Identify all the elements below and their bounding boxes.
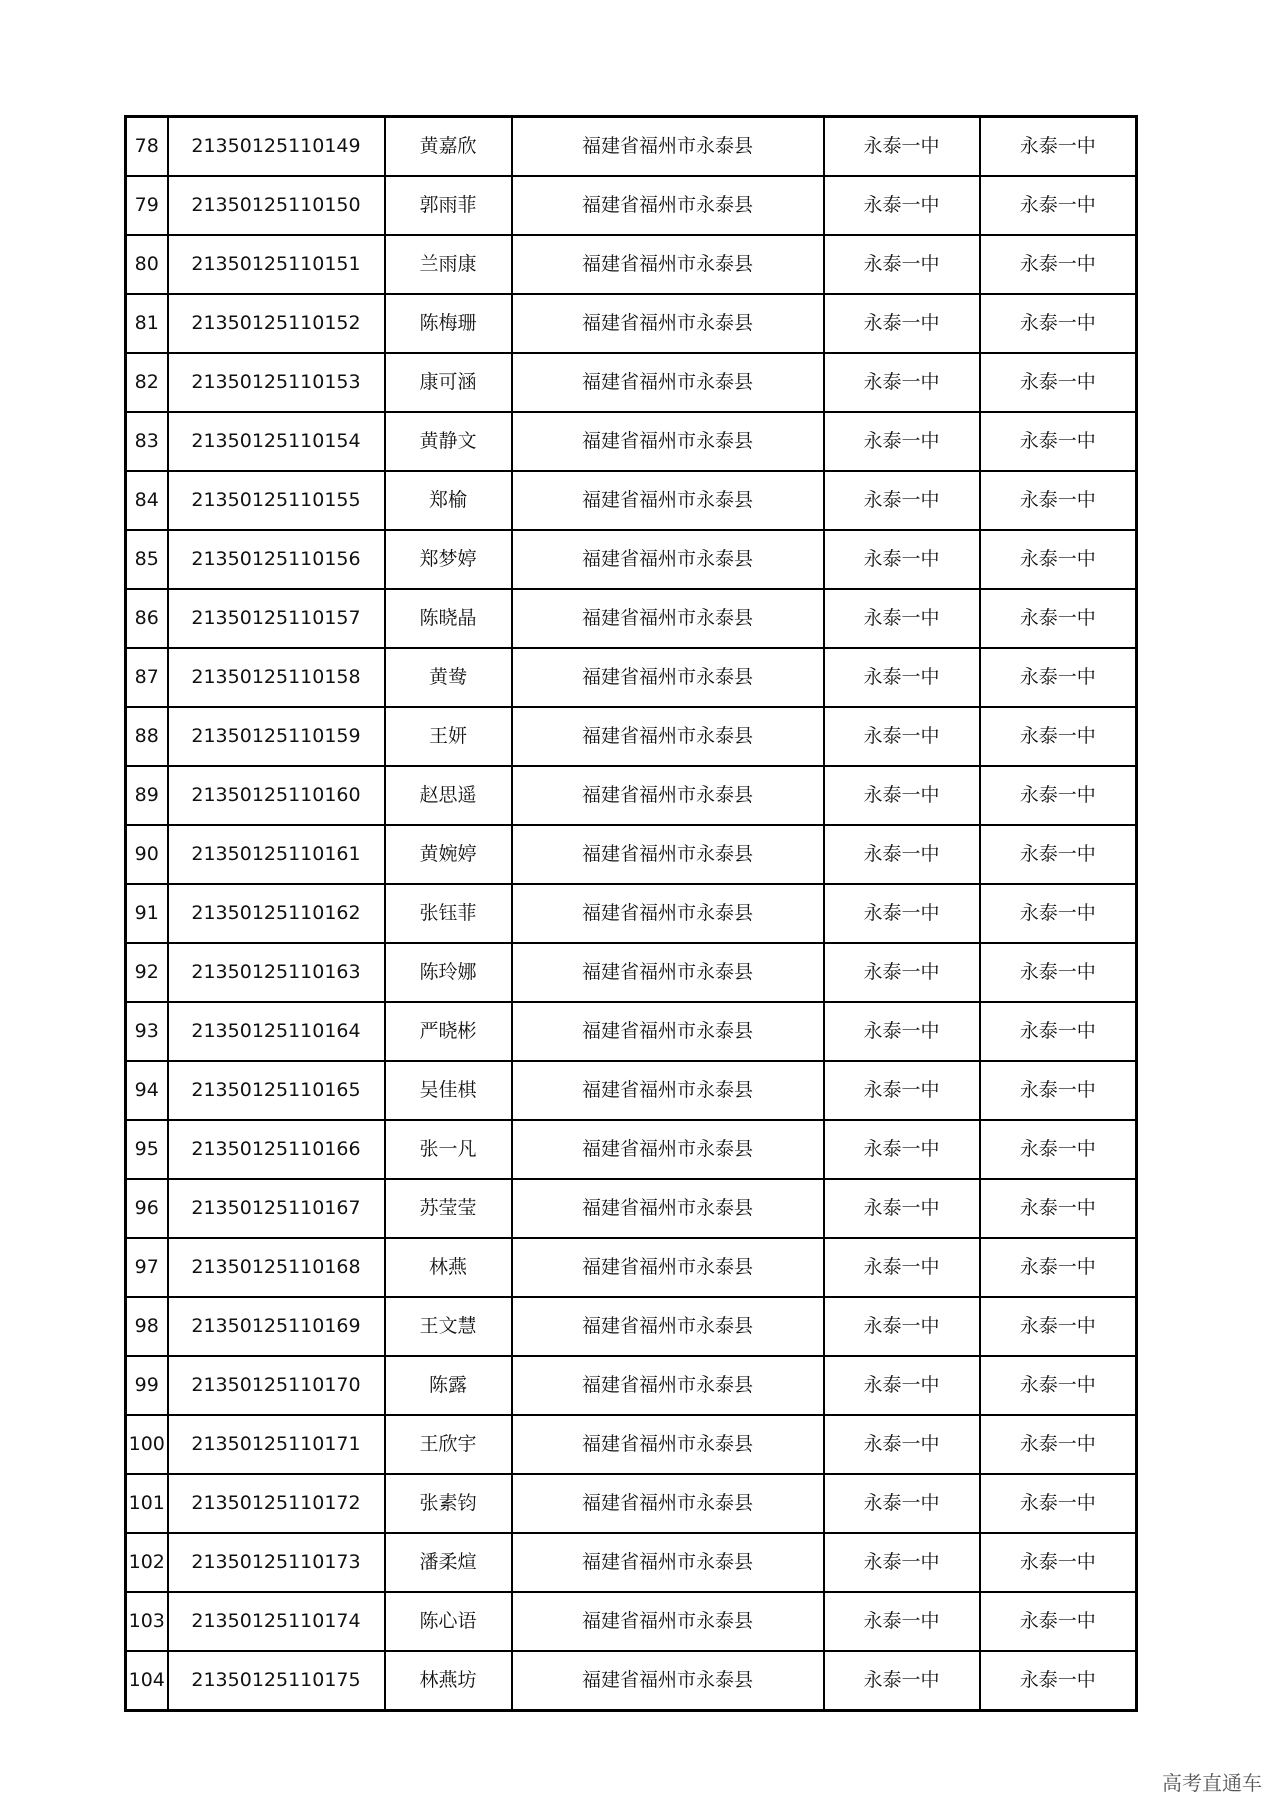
student-name-cell: 王妍 [385,707,512,766]
exam-id-cell: 21350125110159 [168,707,385,766]
watermark-text: 高考直通车 [1162,1771,1262,1795]
row-number-cell: 88 [126,707,168,766]
table-row [126,1238,1137,1297]
exam-id-cell: 21350125110162 [168,884,385,943]
student-name-cell: 王欣宇 [385,1415,512,1474]
exam-id-cell: 21350125110155 [168,471,385,530]
row-number-cell: 85 [126,530,168,589]
table-row [126,1120,1137,1179]
admitting-school-cell: 永泰一中 [980,825,1137,884]
table-row [126,707,1137,766]
table-row [126,1651,1137,1711]
row-number-cell: 94 [126,1061,168,1120]
student-name-cell: 张钰菲 [385,884,512,943]
school-cell: 永泰一中 [824,176,980,235]
exam-id-cell: 21350125110166 [168,1120,385,1179]
table-row [126,1474,1137,1533]
school-cell: 永泰一中 [824,1120,980,1179]
region-cell: 福建省福州市永泰县 [512,471,824,530]
student-name-cell: 黄婉婷 [385,825,512,884]
school-cell: 永泰一中 [824,1592,980,1651]
table-row [126,471,1137,530]
student-name-cell: 张一凡 [385,1120,512,1179]
admitting-school-cell: 永泰一中 [980,589,1137,648]
admitting-school-cell: 永泰一中 [980,412,1137,471]
exam-id-cell: 21350125110157 [168,589,385,648]
row-number-cell: 103 [126,1592,168,1651]
student-name-cell: 兰雨康 [385,235,512,294]
exam-id-cell: 21350125110173 [168,1533,385,1592]
admitting-school-cell: 永泰一中 [980,1474,1137,1533]
student-name-cell: 林燕坊 [385,1651,512,1711]
student-name-cell: 苏莹莹 [385,1179,512,1238]
row-number-cell: 89 [126,766,168,825]
region-cell: 福建省福州市永泰县 [512,1415,824,1474]
school-cell: 永泰一中 [824,1238,980,1297]
school-cell: 永泰一中 [824,235,980,294]
region-cell: 福建省福州市永泰县 [512,1297,824,1356]
school-cell: 永泰一中 [824,884,980,943]
row-number-cell: 82 [126,353,168,412]
school-cell: 永泰一中 [824,707,980,766]
exam-id-cell: 21350125110163 [168,943,385,1002]
row-number-cell: 100 [126,1415,168,1474]
exam-id-cell: 21350125110164 [168,1002,385,1061]
exam-id-cell: 21350125110152 [168,294,385,353]
exam-id-cell: 21350125110168 [168,1238,385,1297]
exam-id-cell: 21350125110160 [168,766,385,825]
school-cell: 永泰一中 [824,648,980,707]
school-cell: 永泰一中 [824,1651,980,1711]
region-cell: 福建省福州市永泰县 [512,943,824,1002]
student-name-cell: 黄鸯 [385,648,512,707]
student-name-cell: 郭雨菲 [385,176,512,235]
school-cell: 永泰一中 [824,1474,980,1533]
admitting-school-cell: 永泰一中 [980,1120,1137,1179]
table-row [126,530,1137,589]
student-name-cell: 康可涵 [385,353,512,412]
table-row [126,1592,1137,1651]
row-number-cell: 87 [126,648,168,707]
table-row [126,589,1137,648]
school-cell: 永泰一中 [824,943,980,1002]
admitting-school-cell: 永泰一中 [980,1297,1137,1356]
region-cell: 福建省福州市永泰县 [512,1651,824,1711]
school-cell: 永泰一中 [824,825,980,884]
admitting-school-cell: 永泰一中 [980,1002,1137,1061]
region-cell: 福建省福州市永泰县 [512,530,824,589]
table-row [126,176,1137,235]
admitting-school-cell: 永泰一中 [980,943,1137,1002]
school-cell: 永泰一中 [824,1297,980,1356]
student-name-cell: 陈晓晶 [385,589,512,648]
admitting-school-cell: 永泰一中 [980,117,1137,177]
row-number-cell: 104 [126,1651,168,1711]
region-cell: 福建省福州市永泰县 [512,1002,824,1061]
exam-id-cell: 21350125110170 [168,1356,385,1415]
row-number-cell: 80 [126,235,168,294]
exam-id-cell: 21350125110175 [168,1651,385,1711]
student-name-cell: 潘柔煊 [385,1533,512,1592]
admitting-school-cell: 永泰一中 [980,1356,1137,1415]
region-cell: 福建省福州市永泰县 [512,1533,824,1592]
school-cell: 永泰一中 [824,412,980,471]
table-row [126,648,1137,707]
region-cell: 福建省福州市永泰县 [512,294,824,353]
school-cell: 永泰一中 [824,353,980,412]
exam-id-cell: 21350125110165 [168,1061,385,1120]
row-number-cell: 99 [126,1356,168,1415]
student-name-cell: 王文慧 [385,1297,512,1356]
admitting-school-cell: 永泰一中 [980,176,1137,235]
table-row [126,1297,1137,1356]
row-number-cell: 84 [126,471,168,530]
exam-id-cell: 21350125110174 [168,1592,385,1651]
row-number-cell: 95 [126,1120,168,1179]
row-number-cell: 78 [126,117,168,177]
region-cell: 福建省福州市永泰县 [512,1238,824,1297]
admitting-school-cell: 永泰一中 [980,648,1137,707]
region-cell: 福建省福州市永泰县 [512,884,824,943]
student-name-cell: 林燕 [385,1238,512,1297]
exam-id-cell: 21350125110171 [168,1415,385,1474]
region-cell: 福建省福州市永泰县 [512,1356,824,1415]
roster-body [126,117,1137,1711]
table-row [126,884,1137,943]
exam-id-cell: 21350125110158 [168,648,385,707]
admitting-school-cell: 永泰一中 [980,1533,1137,1592]
row-number-cell: 91 [126,884,168,943]
table-row [126,412,1137,471]
region-cell: 福建省福州市永泰县 [512,117,824,177]
school-cell: 永泰一中 [824,1061,980,1120]
admitting-school-cell: 永泰一中 [980,1415,1137,1474]
school-cell: 永泰一中 [824,530,980,589]
row-number-cell: 92 [126,943,168,1002]
region-cell: 福建省福州市永泰县 [512,353,824,412]
admitting-school-cell: 永泰一中 [980,1651,1137,1711]
student-name-cell: 黄嘉欣 [385,117,512,177]
school-cell: 永泰一中 [824,766,980,825]
school-cell: 永泰一中 [824,471,980,530]
row-number-cell: 101 [126,1474,168,1533]
admitting-school-cell: 永泰一中 [980,1061,1137,1120]
exam-id-cell: 21350125110167 [168,1179,385,1238]
table-row [126,353,1137,412]
region-cell: 福建省福州市永泰县 [512,1474,824,1533]
exam-id-cell: 21350125110150 [168,176,385,235]
school-cell: 永泰一中 [824,1179,980,1238]
school-cell: 永泰一中 [824,294,980,353]
region-cell: 福建省福州市永泰县 [512,176,824,235]
region-cell: 福建省福州市永泰县 [512,825,824,884]
row-number-cell: 96 [126,1179,168,1238]
exam-id-cell: 21350125110154 [168,412,385,471]
table-row [126,825,1137,884]
region-cell: 福建省福州市永泰县 [512,1592,824,1651]
table-row [126,1061,1137,1120]
student-name-cell: 张素钧 [385,1474,512,1533]
table-row [126,1179,1137,1238]
region-cell: 福建省福州市永泰县 [512,235,824,294]
table-row [126,766,1137,825]
row-number-cell: 90 [126,825,168,884]
school-cell: 永泰一中 [824,589,980,648]
school-cell: 永泰一中 [824,117,980,177]
admitting-school-cell: 永泰一中 [980,1179,1137,1238]
region-cell: 福建省福州市永泰县 [512,1120,824,1179]
admitting-school-cell: 永泰一中 [980,707,1137,766]
table-row [126,294,1137,353]
student-name-cell: 赵思遥 [385,766,512,825]
student-name-cell: 吴佳棋 [385,1061,512,1120]
student-name-cell: 郑梦婷 [385,530,512,589]
admitting-school-cell: 永泰一中 [980,530,1137,589]
exam-id-cell: 21350125110149 [168,117,385,177]
table-row [126,1533,1137,1592]
table-row [126,1002,1137,1061]
student-name-cell: 陈心语 [385,1592,512,1651]
admitting-school-cell: 永泰一中 [980,1592,1137,1651]
region-cell: 福建省福州市永泰县 [512,707,824,766]
school-cell: 永泰一中 [824,1415,980,1474]
table-row [126,1356,1137,1415]
student-name-cell: 陈玲娜 [385,943,512,1002]
exam-id-cell: 21350125110169 [168,1297,385,1356]
student-name-cell: 严晓彬 [385,1002,512,1061]
row-number-cell: 97 [126,1238,168,1297]
admitting-school-cell: 永泰一中 [980,884,1137,943]
student-name-cell: 郑榆 [385,471,512,530]
region-cell: 福建省福州市永泰县 [512,766,824,825]
region-cell: 福建省福州市永泰县 [512,1179,824,1238]
region-cell: 福建省福州市永泰县 [512,589,824,648]
school-cell: 永泰一中 [824,1533,980,1592]
school-cell: 永泰一中 [824,1356,980,1415]
table-row [126,117,1137,177]
row-number-cell: 86 [126,589,168,648]
student-roster-table [124,115,1138,1712]
exam-id-cell: 21350125110153 [168,353,385,412]
row-number-cell: 93 [126,1002,168,1061]
row-number-cell: 102 [126,1533,168,1592]
admitting-school-cell: 永泰一中 [980,235,1137,294]
row-number-cell: 79 [126,176,168,235]
admitting-school-cell: 永泰一中 [980,353,1137,412]
admitting-school-cell: 永泰一中 [980,1238,1137,1297]
student-name-cell: 陈露 [385,1356,512,1415]
exam-id-cell: 21350125110156 [168,530,385,589]
table-row [126,943,1137,1002]
admitting-school-cell: 永泰一中 [980,471,1137,530]
exam-id-cell: 21350125110161 [168,825,385,884]
exam-id-cell: 21350125110172 [168,1474,385,1533]
student-name-cell: 陈梅珊 [385,294,512,353]
admitting-school-cell: 永泰一中 [980,294,1137,353]
region-cell: 福建省福州市永泰县 [512,648,824,707]
student-name-cell: 黄静文 [385,412,512,471]
exam-id-cell: 21350125110151 [168,235,385,294]
row-number-cell: 83 [126,412,168,471]
table-row [126,1415,1137,1474]
admitting-school-cell: 永泰一中 [980,766,1137,825]
region-cell: 福建省福州市永泰县 [512,1061,824,1120]
school-cell: 永泰一中 [824,1002,980,1061]
region-cell: 福建省福州市永泰县 [512,412,824,471]
table-row [126,235,1137,294]
row-number-cell: 98 [126,1297,168,1356]
row-number-cell: 81 [126,294,168,353]
